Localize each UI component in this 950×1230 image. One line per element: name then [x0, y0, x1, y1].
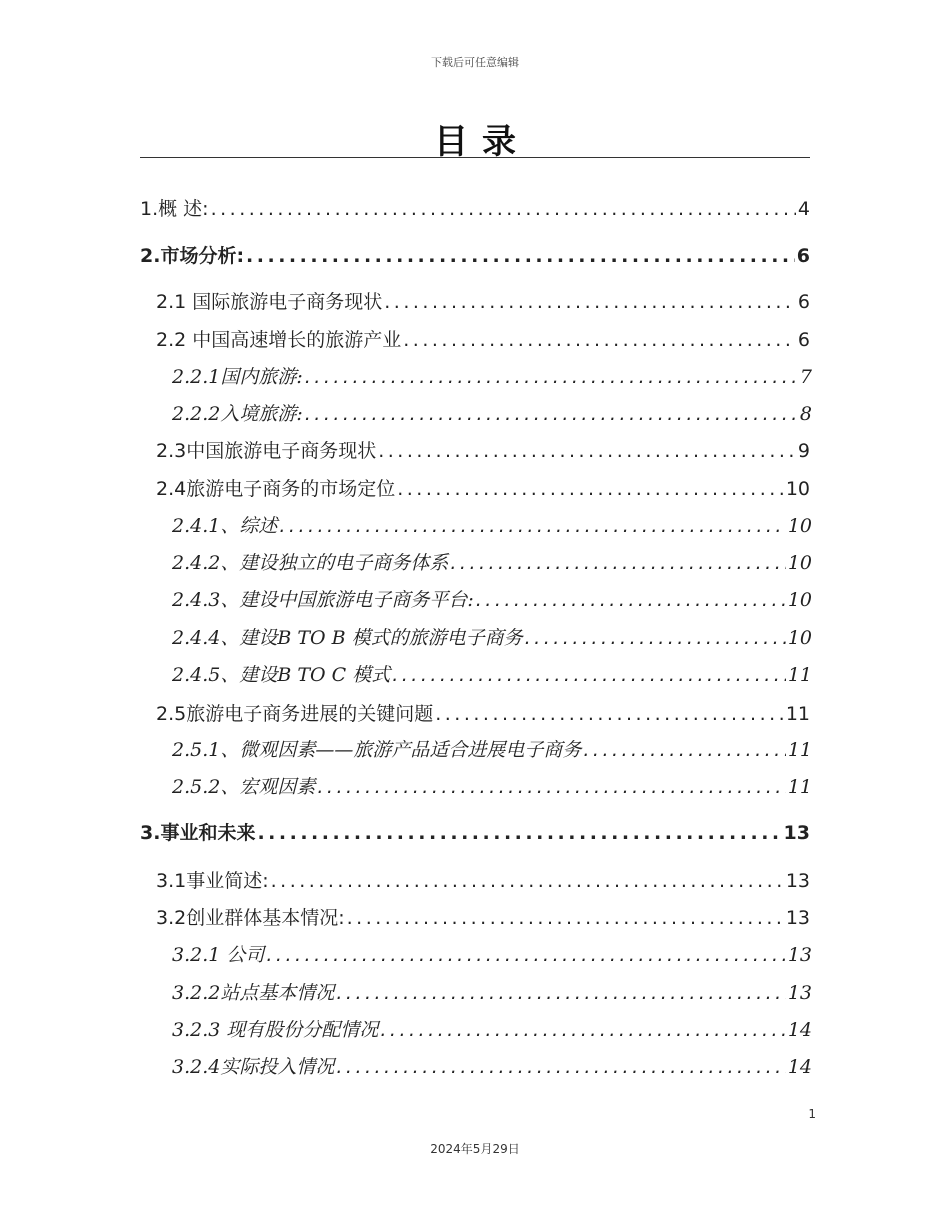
toc-entry-label: 2.2 中国高速增长的旅游产业: [156, 329, 402, 351]
toc-entry[interactable]: [156, 289, 810, 315]
toc-entry[interactable]: [140, 196, 810, 222]
toc-leader-dots: [347, 905, 784, 931]
toc-entry-page: 10: [787, 552, 812, 574]
toc-entry-page: 13: [785, 870, 810, 892]
toc-leader-dots: [271, 868, 784, 894]
toc-entry[interactable]: [172, 942, 812, 968]
toc-entry-page: 6: [797, 291, 810, 313]
toc-entry-label: 2.1 国际旅游电子商务现状: [156, 291, 383, 313]
toc-entry-page: 13: [787, 982, 812, 1004]
toc-entry[interactable]: [172, 513, 812, 539]
toc-leader-dots: [266, 942, 785, 968]
toc-entry-label: 2.市场分析:: [140, 245, 245, 267]
toc-entry-label: 2.5.1、微观因素——旅游产品适合进展电子商务: [172, 739, 582, 761]
toc-entry-label: 2.4旅游电子商务的市场定位: [156, 478, 396, 500]
toc-entry[interactable]: [172, 662, 812, 688]
toc-entry-page: 6: [797, 329, 810, 351]
toc-entry-label: 2.5.2、宏观因素: [172, 776, 316, 798]
toc-entry[interactable]: [172, 625, 812, 651]
footer-date: 2024年5月29日: [430, 1142, 520, 1156]
toc-entry[interactable]: [172, 1017, 812, 1043]
toc-entry[interactable]: [140, 243, 810, 269]
toc-entry-label: 2.4.2、建设独立的电子商务体系: [172, 552, 449, 574]
toc-entry[interactable]: [156, 476, 810, 502]
toc-leader-dots: [246, 243, 795, 269]
toc-entry-label: 3.事业和未来: [140, 822, 256, 844]
toc-leader-dots: [525, 625, 786, 651]
title-divider: [140, 157, 810, 158]
toc-entry-page: 11: [787, 664, 812, 686]
toc-entry[interactable]: [172, 1054, 812, 1080]
toc-entry-page: 10: [787, 627, 812, 649]
toc-leader-dots: [384, 289, 796, 315]
toc-leader-dots: [476, 587, 786, 613]
toc-entry-label: 3.2创业群体基本情况:: [156, 907, 345, 929]
toc-leader-dots: [211, 196, 796, 222]
toc-entry-page: 13: [787, 944, 812, 966]
toc-entry[interactable]: [172, 980, 812, 1006]
toc-entry[interactable]: [156, 327, 810, 353]
toc-entry-page: 11: [787, 739, 812, 761]
toc-leader-dots: [380, 1017, 785, 1043]
toc-leader-dots: [336, 1054, 785, 1080]
toc-entry-label: 2.4.1、综述: [172, 515, 278, 537]
toc-entry-page: 13: [785, 907, 810, 929]
toc-entry[interactable]: [172, 774, 812, 800]
toc-entry-page: 10: [787, 589, 812, 611]
toc-entry[interactable]: [172, 401, 812, 427]
toc-entry-page: 10: [787, 515, 812, 537]
toc-leader-dots: [435, 701, 784, 727]
toc-entry[interactable]: [172, 587, 812, 613]
toc-entry-label: 3.2.1 公司: [172, 944, 265, 966]
toc-leader-dots: [583, 737, 785, 763]
toc-entry-label: 2.4.4、建设B TO B 模式的旅游电子商务: [172, 627, 523, 649]
toc-entry-page: 4: [797, 198, 810, 220]
toc-leader-dots: [305, 364, 798, 390]
toc-leader-dots: [450, 550, 785, 576]
header-note: 下载后可任意编辑: [431, 56, 519, 69]
toc-leader-dots: [257, 820, 781, 846]
toc-leader-dots: [392, 662, 786, 688]
toc-entry[interactable]: [140, 820, 810, 846]
toc-entry[interactable]: [156, 868, 810, 894]
toc-entry-label: 2.5旅游电子商务进展的关键问题: [156, 703, 434, 725]
toc-entry[interactable]: [156, 701, 810, 727]
toc-entry-label: 3.2.3 现有股份分配情况: [172, 1019, 379, 1041]
toc-leader-dots: [378, 438, 796, 464]
toc-entry-page: 11: [787, 776, 812, 798]
toc-entry-page: 6: [796, 245, 810, 267]
toc-entry-page: 14: [787, 1019, 812, 1041]
toc-entry-label: 2.3中国旅游电子商务现状: [156, 440, 377, 462]
toc-entry-label: 1.概 述:: [140, 198, 209, 220]
toc-entry-page: 14: [787, 1056, 812, 1078]
toc-entry-label: 2.2.2入境旅游:: [172, 403, 303, 425]
toc-entry-label: 2.4.3、建设中国旅游电子商务平台:: [172, 589, 474, 611]
toc-leader-dots: [279, 513, 785, 539]
toc-entry-label: 3.2.4实际投入情况: [172, 1056, 335, 1078]
toc-leader-dots: [317, 774, 785, 800]
toc-entry-label: 3.1事业简述:: [156, 870, 269, 892]
page-number: 1: [808, 1107, 816, 1121]
toc-entry[interactable]: [156, 905, 810, 931]
toc-leader-dots: [397, 476, 784, 502]
toc-entry-label: 2.4.5、建设B TO C 模式: [172, 664, 391, 686]
toc-entry-page: 11: [785, 703, 810, 725]
toc-leader-dots: [336, 980, 785, 1006]
toc-entry[interactable]: [172, 737, 812, 763]
toc-entry[interactable]: [172, 550, 812, 576]
toc-entry-label: 2.2.1国内旅游:: [172, 366, 303, 388]
toc-entry[interactable]: [172, 364, 812, 390]
toc-entry-page: 10: [785, 478, 810, 500]
toc-entry-label: 3.2.2站点基本情况: [172, 982, 335, 1004]
toc-entry[interactable]: [156, 438, 810, 464]
toc-leader-dots: [403, 327, 796, 353]
toc-entry-page: 7: [799, 366, 812, 388]
page-title: 目录: [434, 122, 530, 162]
toc-entry-page: 13: [783, 822, 810, 844]
toc-entry-page: 8: [799, 403, 812, 425]
toc-entry-page: 9: [797, 440, 810, 462]
toc-leader-dots: [305, 401, 798, 427]
